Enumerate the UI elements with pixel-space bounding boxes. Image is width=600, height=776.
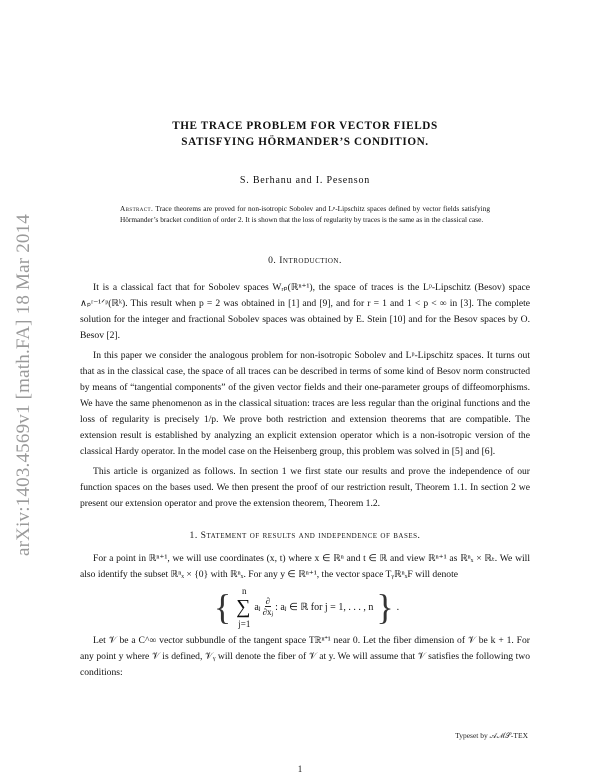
abstract-text: Trace theorems are proved for non-isotropic Sobolev and Lᵖ-Lipschitz spaces defined by vector fields satisfying Hörmander’s bracket condition of order 2. It is shown that the loss of regularity by traces is the same as in the classical case.	[120, 204, 490, 224]
arxiv-sidebar	[4, 175, 44, 595]
authors: S. Berhanu and I. Pesenson	[239, 175, 371, 186]
arxiv-identifier: arXiv:1403.4569v1 [math.FA] 18 Mar 2014	[13, 213, 34, 557]
abstract	[120, 204, 490, 225]
display-equation	[80, 587, 530, 627]
paper-page	[80, 118, 530, 685]
paper-title-line-1: THE TRACE PROBLEM FOR VECTOR FIELDS	[172, 120, 438, 132]
intro-paragraph-1: It is a classical fact that for Sobolev spaces Wᵣₚ(ℝⁿ⁺¹), the space of traces is the Lᵖ-Lipschitz (Besov) space ∧ₚʳ⁻¹ᐟᵖ(ℝᵏ). This result when p = 2 was obtained in [1] and [9], and for r = 1 and 1 < p < ∞ in [3]. The complete solution for the integer and fractional Sobolev spaces was obtained by E. Stein [10] and for the Besov spaces by O. Besov [2].	[80, 282, 530, 341]
section-0-title: 0. Introduction.	[268, 255, 342, 266]
display-end: .	[396, 601, 400, 613]
page-number: 1	[297, 764, 303, 774]
left-brace: {	[213, 587, 232, 627]
paper-title-line-2: SATISFYING HÖRMANDER’S CONDITION.	[181, 136, 429, 148]
sum-limits	[236, 586, 252, 629]
sum-symbol: ∑	[236, 595, 251, 618]
partial-numerator: ∂	[265, 596, 271, 606]
section-1-paragraph-1: For a point in ℝⁿ⁺¹, we will use coordinates (x, t) where x ∈ ℝⁿ and t ∈ ℝ and view ℝⁿ⁺¹ as ℝⁿₓ × ℝₜ. We will also identify the subset ℝⁿₓ × {0} with ℝⁿₓ. For any y ∈ ℝⁿ⁺¹, the vector space TᵧℝⁿₓF will denote	[80, 553, 530, 580]
typeset-note: Typeset by 𝒜ℳ𝒮-TEX	[455, 731, 528, 740]
condition: : aⱼ ∈ ℝ for j = 1, . . . , n	[275, 601, 374, 613]
section-1-title: 1. Statement of results and independence of bases.	[189, 530, 421, 541]
sum-upper: n	[242, 585, 247, 596]
section-1-paragraph-2: Let 𝒱 be a C^∞ vector subbundle of the tangent space Tℝⁿ⁺¹ near 0. Let the fiber dimension of 𝒱 be k + 1. For any point y where 𝒱 is defined, 𝒱ᵧ will denote the fiber of 𝒱 at y. We will assume that 𝒱 satisfies the following two conditions:	[80, 635, 530, 678]
partial-denominator: ∂xⱼ	[262, 607, 274, 617]
abstract-label: Abstract.	[120, 204, 154, 213]
right-brace: }	[376, 587, 394, 627]
partial-fraction	[263, 596, 274, 618]
sum-expression	[234, 586, 373, 629]
intro-paragraph-2: In this paper we consider the analogous problem for non-isotropic Sobolev and Lᵖ-Lipschitz spaces. It turns out that as in the classical case, the space of all traces can be described in terms of some kind of Besov norm constructed by means of “tangential components” of the given vector fields and their one-parameter groups of diffeomorphisms. We have the same phenomenon as in the classical situation: traces are less regular than the original functions and the loss of regularity is precisely 1/p. We prove both restriction and extension theorems that are compatible. The extension result is established by analyzing an explicit extension operator which is a non-isotropic version of the classical Hardy operator. In the model case on the Heisenberg group, this problem was solved in [5] and [6].	[80, 350, 530, 457]
intro-paragraph-3: This article is organized as follows. In section 1 we first state our results and prove the independence of our function spaces on the bases used. We then present the proof of our restriction result, Theorem 1.1. In section 2 we present our extension operator and prove the extension theorem, Theorem 1.2.	[80, 466, 530, 509]
coefficient: aⱼ	[254, 601, 261, 613]
sum-lower: j=1	[238, 618, 251, 629]
